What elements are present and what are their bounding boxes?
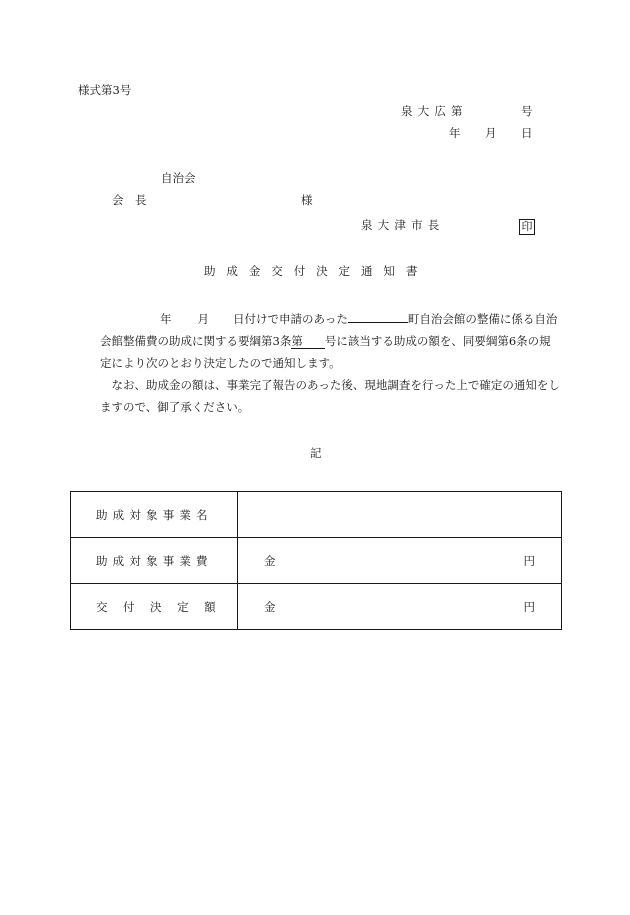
addressee-org: 自治会: [161, 171, 196, 185]
doc-number-prefix: 泉大広第: [401, 104, 468, 118]
yen-label: 円: [523, 599, 535, 614]
date-day: 日: [521, 126, 533, 140]
document-title: 助成金交付決定通知書: [204, 264, 429, 278]
body-text-a: 日付けで申請のあった: [233, 312, 348, 326]
row-value-project-name: [238, 492, 562, 538]
row-value-decision-amount: [238, 584, 562, 630]
addressee-title: 会 長: [112, 193, 147, 207]
row-label-project-cost: 助成対象事業費: [71, 538, 238, 584]
clause-number-blank: 第: [291, 334, 325, 349]
grant-table: [70, 491, 562, 630]
body-text-b: 町自治会館の整備に係る自治会館整備費の助成に関する要綱第3条: [100, 312, 558, 348]
table-row: [71, 538, 562, 584]
form-number: 様式第3号: [78, 83, 132, 97]
town-name-blank: [348, 310, 408, 323]
kin-label: 金: [264, 553, 276, 568]
body-month: 月: [197, 312, 209, 326]
date-year: 年: [449, 126, 461, 140]
table-row: [71, 492, 562, 538]
issuer-name: 泉大津市長: [361, 218, 445, 232]
row-value-project-cost: [238, 538, 562, 584]
body-paragraph-2: なお、助成金の額は、事業完了報告のあった後、現地調査を行った上で確定の通知をしますので、御了承ください。: [100, 378, 560, 414]
ki-label: 記: [310, 446, 322, 460]
doc-number-suffix: 号: [521, 104, 533, 118]
row-label-decision-amount: 交付決定額: [71, 584, 238, 630]
row-label-project-name: 助成対象事業名: [71, 492, 238, 538]
body-text-d: 号に該当する助成の額を、同要綱第6条の規定により次のとおり決定したので通知します。: [100, 334, 551, 370]
seal-mark: 印: [519, 219, 535, 235]
yen-label: 円: [523, 553, 535, 568]
body-year: 年: [160, 312, 172, 326]
addressee-honorific: 様: [301, 193, 313, 207]
body-paragraph-1: [100, 308, 562, 374]
date-month: 月: [485, 126, 497, 140]
kin-label: 金: [264, 599, 276, 614]
table-row: [71, 584, 562, 630]
